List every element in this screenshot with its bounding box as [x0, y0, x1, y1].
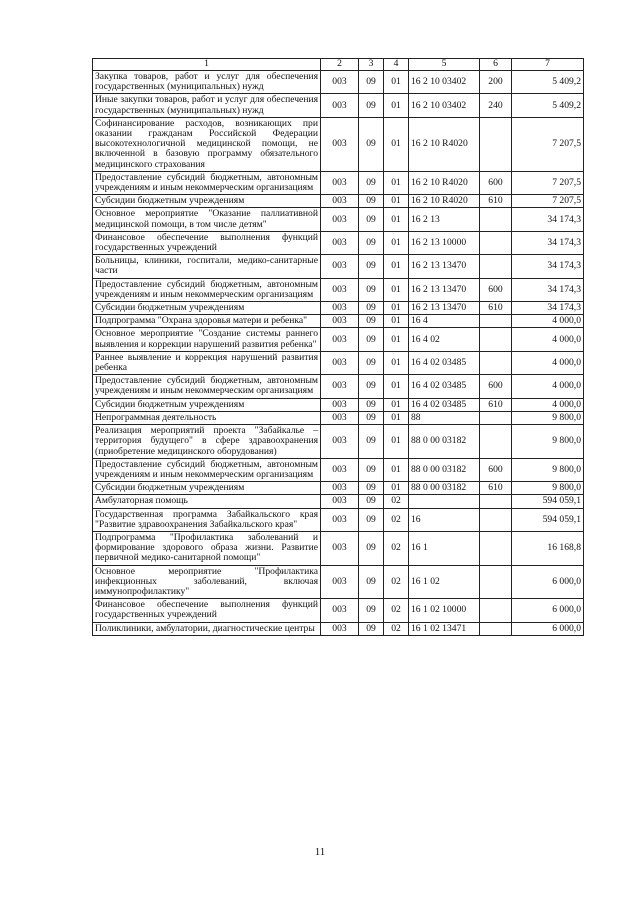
row-amount: 7 207,5 — [512, 195, 584, 208]
row-name-cell: Субсидии бюджетным учреждениям — [93, 302, 321, 315]
row-subsection-code: 01 — [384, 71, 409, 94]
row-amount: 9 800,0 — [512, 411, 584, 424]
row-name-cell: Основное мероприятие "Создание системы раннего выявления и коррекции нарушений развития ребенка" — [93, 328, 321, 351]
row-amount: 6 000,0 — [512, 599, 584, 622]
row-expense-type-code — [480, 231, 512, 254]
row-amount: 5 409,2 — [512, 71, 584, 94]
row-name-cell: Финансовое обеспечение выполнения функций государственных учреждений — [93, 599, 321, 622]
row-expense-type-code: 600 — [480, 375, 512, 398]
row-expense-type-code — [480, 622, 512, 635]
row-expense-type-code — [480, 599, 512, 622]
row-target-code: 16 1 02 — [409, 565, 480, 599]
row-admin-code: 003 — [321, 351, 359, 374]
row-expense-type-code — [480, 328, 512, 351]
table-row — [93, 302, 584, 315]
row-target-code: 16 4 — [409, 315, 480, 328]
table-row — [93, 411, 584, 424]
row-amount: 594 059,1 — [512, 508, 584, 531]
table-row — [93, 278, 584, 301]
row-admin-code: 003 — [321, 398, 359, 411]
row-expense-type-code: 610 — [480, 195, 512, 208]
row-target-code: 16 2 10 R4020 — [409, 195, 480, 208]
row-admin-code: 003 — [321, 375, 359, 398]
row-amount: 7 207,5 — [512, 117, 584, 171]
row-name-cell: Раннее выявление и коррекция нарушений развития ребенка — [93, 351, 321, 374]
budget-table — [92, 58, 584, 636]
row-amount: 594 059,1 — [512, 495, 584, 508]
row-amount: 4 000,0 — [512, 328, 584, 351]
header-col-2: 2 — [321, 59, 359, 71]
row-target-code: 16 2 13 13470 — [409, 302, 480, 315]
row-amount: 4 000,0 — [512, 375, 584, 398]
row-amount: 4 000,0 — [512, 315, 584, 328]
row-admin-code: 003 — [321, 531, 359, 565]
row-target-code: 16 2 10 R4020 — [409, 171, 480, 194]
row-section-code: 09 — [359, 351, 384, 374]
table-row — [93, 171, 584, 194]
row-name-cell: Основное мероприятие "Профилактика инфекционных заболеваний, включая иммунопрофилактику" — [93, 565, 321, 599]
row-target-code: 16 1 02 10000 — [409, 599, 480, 622]
table-row — [93, 425, 584, 459]
row-admin-code: 003 — [321, 195, 359, 208]
table-row — [93, 508, 584, 531]
row-expense-type-code — [480, 495, 512, 508]
row-name-cell: Подпрограмма "Охрана здоровья матери и ребенка" — [93, 315, 321, 328]
row-amount: 9 800,0 — [512, 458, 584, 481]
row-amount: 6 000,0 — [512, 622, 584, 635]
row-amount: 34 174,3 — [512, 255, 584, 278]
row-subsection-code: 01 — [384, 171, 409, 194]
row-section-code: 09 — [359, 302, 384, 315]
row-target-code: 16 2 13 13470 — [409, 255, 480, 278]
row-expense-type-code: 600 — [480, 458, 512, 481]
row-subsection-code: 01 — [384, 315, 409, 328]
row-admin-code: 003 — [321, 508, 359, 531]
row-subsection-code: 02 — [384, 531, 409, 565]
table-row — [93, 495, 584, 508]
table-row — [93, 208, 584, 231]
row-amount: 34 174,3 — [512, 278, 584, 301]
row-expense-type-code — [480, 208, 512, 231]
row-subsection-code: 01 — [384, 425, 409, 459]
row-section-code: 09 — [359, 458, 384, 481]
row-expense-type-code — [480, 425, 512, 459]
row-subsection-code: 01 — [384, 328, 409, 351]
row-expense-type-code — [480, 531, 512, 565]
row-name-cell: Подпрограмма "Профилактика заболеваний и формирование здорового образа жизни. Развитие первичной медико-санитарной помощи" — [93, 531, 321, 565]
row-subsection-code: 01 — [384, 195, 409, 208]
row-target-code: 16 2 10 03402 — [409, 94, 480, 117]
row-target-code: 88 0 00 03182 — [409, 482, 480, 495]
row-expense-type-code — [480, 508, 512, 531]
table-row — [93, 71, 584, 94]
row-subsection-code: 01 — [384, 117, 409, 171]
table-row — [93, 599, 584, 622]
row-expense-type-code — [480, 351, 512, 374]
row-expense-type-code: 240 — [480, 94, 512, 117]
row-section-code: 09 — [359, 94, 384, 117]
row-amount: 34 174,3 — [512, 231, 584, 254]
row-name-cell: Реализация мероприятий проекта "Забайкалье – территория будущего" в сфере здравоохранения (приобретение медицинского оборудования) — [93, 425, 321, 459]
table-row — [93, 458, 584, 481]
row-admin-code: 003 — [321, 231, 359, 254]
row-section-code: 09 — [359, 117, 384, 171]
row-subsection-code: 01 — [384, 278, 409, 301]
row-name-cell: Иные закупки товаров, работ и услуг для обеспечения государственных (муниципальных) нужд — [93, 94, 321, 117]
table-row — [93, 622, 584, 635]
header-col-3: 3 — [359, 59, 384, 71]
row-expense-type-code — [480, 255, 512, 278]
row-subsection-code: 01 — [384, 302, 409, 315]
row-section-code: 09 — [359, 508, 384, 531]
row-section-code: 09 — [359, 208, 384, 231]
row-section-code: 09 — [359, 482, 384, 495]
row-subsection-code: 02 — [384, 622, 409, 635]
table-row — [93, 398, 584, 411]
table-row — [93, 117, 584, 171]
row-section-code: 09 — [359, 622, 384, 635]
row-expense-type-code — [480, 411, 512, 424]
header-col-4: 4 — [384, 59, 409, 71]
row-admin-code: 003 — [321, 255, 359, 278]
row-amount: 7 207,5 — [512, 171, 584, 194]
table-header-row — [93, 59, 584, 71]
row-target-code: 16 4 02 03485 — [409, 351, 480, 374]
row-name-cell: Субсидии бюджетным учреждениям — [93, 195, 321, 208]
table-row — [93, 195, 584, 208]
row-amount: 34 174,3 — [512, 302, 584, 315]
row-subsection-code: 01 — [384, 255, 409, 278]
row-expense-type-code — [480, 565, 512, 599]
header-col-6: 6 — [480, 59, 512, 71]
row-section-code: 09 — [359, 255, 384, 278]
row-subsection-code: 01 — [384, 375, 409, 398]
row-amount: 4 000,0 — [512, 351, 584, 374]
row-section-code: 09 — [359, 411, 384, 424]
row-expense-type-code: 610 — [480, 398, 512, 411]
row-target-code: 88 0 00 03182 — [409, 458, 480, 481]
row-subsection-code: 02 — [384, 508, 409, 531]
row-name-cell: Субсидии бюджетным учреждениям — [93, 398, 321, 411]
row-name-cell: Предоставление субсидий бюджетным, автономным учреждениям и иным некоммерческим организациям — [93, 458, 321, 481]
row-name-cell: Предоставление субсидий бюджетным, автономным учреждениям и иным некоммерческим организациям — [93, 171, 321, 194]
row-name-cell: Основное мероприятие "Оказание паллиативной медицинской помощи, в том числе детям" — [93, 208, 321, 231]
row-section-code: 09 — [359, 328, 384, 351]
table-row — [93, 565, 584, 599]
row-amount: 4 000,0 — [512, 398, 584, 411]
table-row — [93, 375, 584, 398]
header-col-1: 1 — [93, 59, 321, 71]
row-target-code: 16 — [409, 508, 480, 531]
row-section-code: 09 — [359, 565, 384, 599]
row-target-code: 16 2 10 R4020 — [409, 117, 480, 171]
row-name-cell: Больницы, клиники, госпитали, медико-санитарные части — [93, 255, 321, 278]
row-name-cell: Предоставление субсидий бюджетным, автономным учреждениям и иным некоммерческим организациям — [93, 375, 321, 398]
table-row — [93, 94, 584, 117]
row-admin-code: 003 — [321, 328, 359, 351]
table-row — [93, 255, 584, 278]
row-admin-code: 003 — [321, 208, 359, 231]
row-amount: 5 409,2 — [512, 94, 584, 117]
row-subsection-code: 02 — [384, 599, 409, 622]
row-name-cell: Софинансирование расходов, возникающих при оказании гражданам Российской Федерации высокотехнологичной медицинской помощи, не включенной в базовую программу обязательного медицинского страхования — [93, 117, 321, 171]
row-target-code: 16 2 13 10000 — [409, 231, 480, 254]
row-section-code: 09 — [359, 71, 384, 94]
row-subsection-code: 01 — [384, 411, 409, 424]
row-subsection-code: 01 — [384, 208, 409, 231]
row-target-code: 16 4 02 — [409, 328, 480, 351]
row-target-code: 16 4 02 03485 — [409, 398, 480, 411]
row-name-cell: Поликлиники, амбулатории, диагностические центры — [93, 622, 321, 635]
row-admin-code: 003 — [321, 117, 359, 171]
row-section-code: 09 — [359, 531, 384, 565]
row-name-cell: Предоставление субсидий бюджетным, автономным учреждениям и иным некоммерческим организациям — [93, 278, 321, 301]
row-subsection-code: 02 — [384, 565, 409, 599]
row-subsection-code: 02 — [384, 495, 409, 508]
row-section-code: 09 — [359, 375, 384, 398]
row-admin-code: 003 — [321, 411, 359, 424]
row-expense-type-code — [480, 315, 512, 328]
row-admin-code: 003 — [321, 171, 359, 194]
table-row — [93, 315, 584, 328]
row-admin-code: 003 — [321, 482, 359, 495]
row-admin-code: 003 — [321, 302, 359, 315]
table-row — [93, 482, 584, 495]
row-name-cell: Финансовое обеспечение выполнения функций государственных учреждений — [93, 231, 321, 254]
row-subsection-code: 01 — [384, 398, 409, 411]
row-expense-type-code: 200 — [480, 71, 512, 94]
row-name-cell: Непрограммная деятельность — [93, 411, 321, 424]
row-target-code: 16 1 — [409, 531, 480, 565]
row-target-code: 16 2 10 03402 — [409, 71, 480, 94]
row-section-code: 09 — [359, 171, 384, 194]
row-amount: 9 800,0 — [512, 425, 584, 459]
row-target-code — [409, 495, 480, 508]
row-expense-type-code: 610 — [480, 482, 512, 495]
row-admin-code: 003 — [321, 458, 359, 481]
row-name-cell: Закупка товаров, работ и услуг для обеспечения государственных (муниципальных) нужд — [93, 71, 321, 94]
row-admin-code: 003 — [321, 278, 359, 301]
row-subsection-code: 01 — [384, 458, 409, 481]
row-admin-code: 003 — [321, 94, 359, 117]
row-expense-type-code — [480, 117, 512, 171]
row-section-code: 09 — [359, 315, 384, 328]
row-amount: 34 174,3 — [512, 208, 584, 231]
row-target-code: 88 0 00 03182 — [409, 425, 480, 459]
row-subsection-code: 01 — [384, 482, 409, 495]
row-section-code: 09 — [359, 495, 384, 508]
header-col-5: 5 — [409, 59, 480, 71]
row-subsection-code: 01 — [384, 231, 409, 254]
row-name-cell: Государственная программа Забайкальского края "Развитие здравоохранения Забайкальского края" — [93, 508, 321, 531]
row-amount: 16 168,8 — [512, 531, 584, 565]
header-col-7: 7 — [512, 59, 584, 71]
row-section-code: 09 — [359, 195, 384, 208]
table-row — [93, 351, 584, 374]
row-section-code: 09 — [359, 398, 384, 411]
row-section-code: 09 — [359, 231, 384, 254]
row-subsection-code: 01 — [384, 94, 409, 117]
row-admin-code: 003 — [321, 315, 359, 328]
row-expense-type-code: 600 — [480, 171, 512, 194]
row-target-code: 16 2 13 13470 — [409, 278, 480, 301]
row-section-code: 09 — [359, 278, 384, 301]
row-admin-code: 003 — [321, 622, 359, 635]
row-admin-code: 003 — [321, 495, 359, 508]
row-expense-type-code: 600 — [480, 278, 512, 301]
row-admin-code: 003 — [321, 71, 359, 94]
row-amount: 6 000,0 — [512, 565, 584, 599]
row-section-code: 09 — [359, 599, 384, 622]
row-expense-type-code: 610 — [480, 302, 512, 315]
table-row — [93, 531, 584, 565]
row-target-code: 88 — [409, 411, 480, 424]
row-target-code: 16 4 02 03485 — [409, 375, 480, 398]
row-amount: 9 800,0 — [512, 482, 584, 495]
row-target-code: 16 2 13 — [409, 208, 480, 231]
row-admin-code: 003 — [321, 565, 359, 599]
row-admin-code: 003 — [321, 425, 359, 459]
row-section-code: 09 — [359, 425, 384, 459]
row-name-cell: Амбулаторная помощь — [93, 495, 321, 508]
row-name-cell: Субсидии бюджетным учреждениям — [93, 482, 321, 495]
page-number: 11 — [314, 846, 326, 858]
table-row — [93, 328, 584, 351]
row-admin-code: 003 — [321, 599, 359, 622]
table-row — [93, 231, 584, 254]
row-subsection-code: 01 — [384, 351, 409, 374]
row-target-code: 16 1 02 13471 — [409, 622, 480, 635]
